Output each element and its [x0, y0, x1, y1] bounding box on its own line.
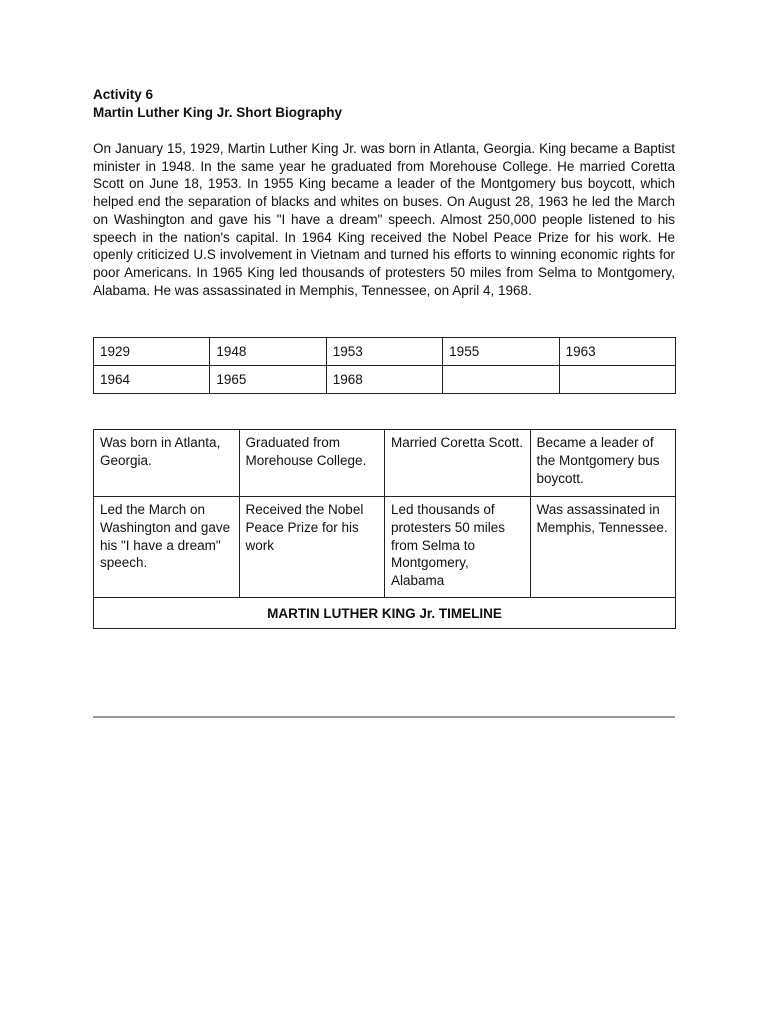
year-cell: 1953 — [326, 338, 442, 366]
year-cell: 1964 — [94, 366, 210, 394]
event-cell: Was born in Atlanta, Georgia. — [94, 430, 240, 497]
event-cell: Married Coretta Scott. — [385, 430, 531, 497]
year-cell: 1965 — [210, 366, 326, 394]
event-cell: Became a leader of the Montgomery bus boycott. — [530, 430, 676, 497]
worksheet-page — [93, 86, 675, 629]
year-cell-empty — [443, 366, 559, 394]
year-cell-empty — [559, 366, 675, 394]
year-cell: 1955 — [443, 338, 559, 366]
year-cell: 1929 — [94, 338, 210, 366]
years-row — [94, 366, 676, 394]
events-row — [94, 430, 676, 497]
events-row — [94, 497, 676, 598]
years-row — [94, 338, 676, 366]
activity-label: Activity 6 — [93, 87, 154, 102]
event-cell: Led thousands of protesters 50 miles from Selma to Montgomery, Alabama — [385, 497, 531, 598]
caption-row — [94, 598, 676, 629]
event-cell: Received the Nobel Peace Prize for his work — [239, 497, 385, 598]
page-title: Martin Luther King Jr. Short Biography — [93, 105, 343, 120]
event-cell: Graduated from Morehouse College. — [239, 430, 385, 497]
year-cell: 1968 — [326, 366, 442, 394]
divider-line — [93, 716, 675, 718]
years-table — [93, 337, 676, 394]
year-cell: 1948 — [210, 338, 326, 366]
year-cell: 1963 — [559, 338, 675, 366]
event-cell: Was assassinated in Memphis, Tennessee. — [530, 497, 676, 598]
timeline-caption: MARTIN LUTHER KING Jr. TIMELINE — [94, 598, 676, 629]
event-cell: Led the March on Washington and gave his "I have a dream" speech. — [94, 497, 240, 598]
events-table — [93, 429, 676, 629]
biography-paragraph: On January 15, 1929, Martin Luther King Jr. was born in Atlanta, Georgia. King became a Baptist minister in 1948. In the same year he graduated from Morehouse College. He married Coretta Scott on June 18, 1953. In 1955 King became a leader of the Montgomery bus boycott, which helped end the separation of blacks and whites on buses. On August 28, 1963 he led the March on Washington and gave his "I have a dream" speech. Almost 250,000 people listened to his speech in the nation's capital. In 1964 King received the Nobel Peace Prize for his work. He openly criticized U.S involvement in Vietnam and turned his efforts to winning economic rights for poor Americans. In 1965 King led thousands of protesters 50 miles from Selma to Montgomery, Alabama. He was assassinated in Memphis, Tennessee, on April 4, 1968. — [93, 141, 675, 298]
